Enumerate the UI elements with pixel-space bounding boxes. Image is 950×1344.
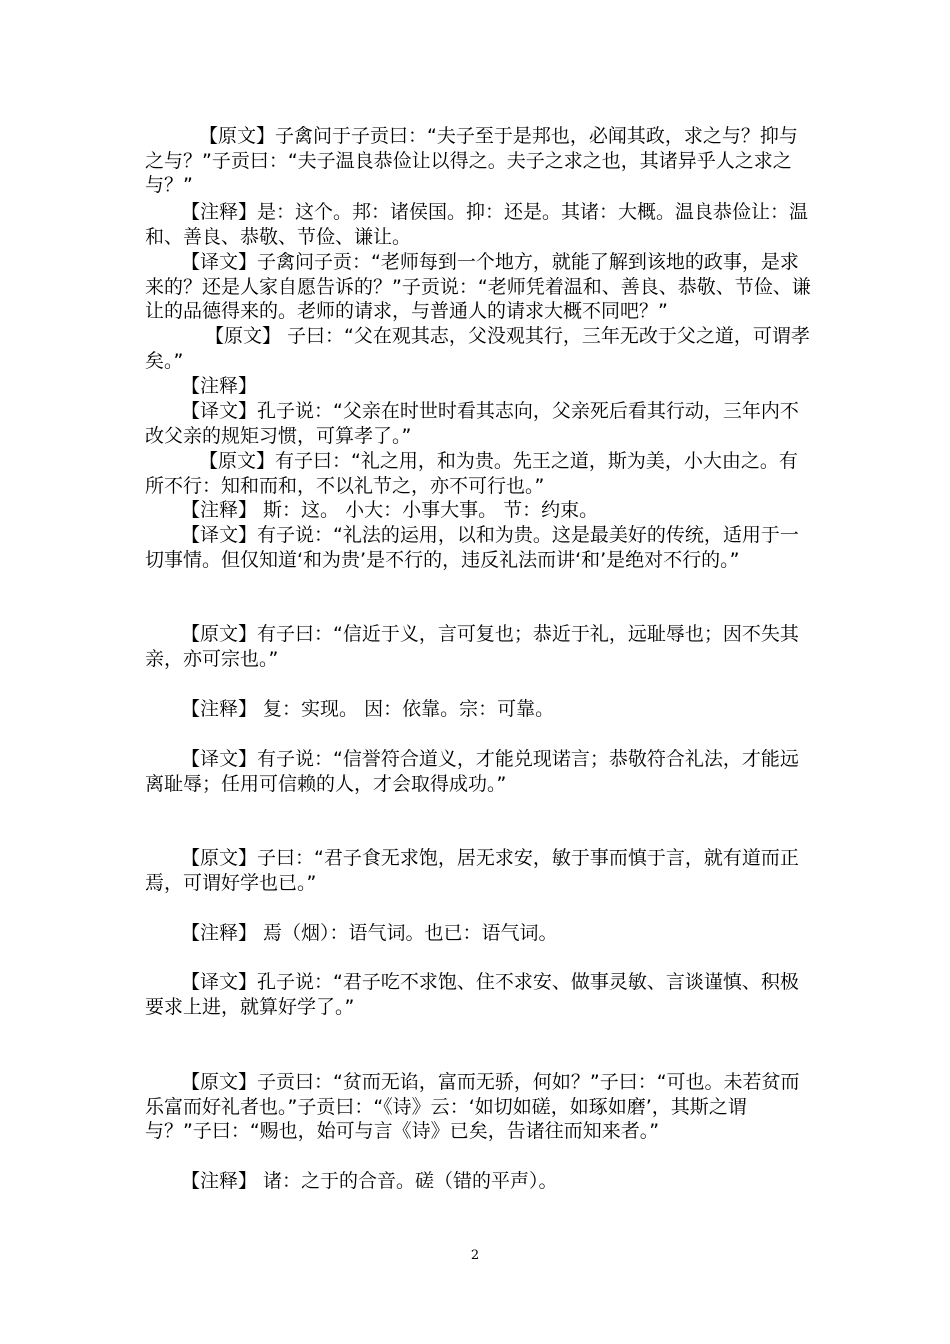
paragraph-notes-5: 【注释】 焉（烟）：语气词。也已：语气词。	[181, 922, 558, 944]
paragraph-notes-6: 【注释】 诸：之于的合音。磋（错的平声）。	[181, 1170, 558, 1192]
paragraph-original-3: 【原文】有子曰：“礼之用，和为贵。先王之道，斯为美，小大由之。有所不行：知和而和，不以礼节之，亦不可行也。”	[145, 450, 798, 497]
paragraph-notes-3: 【注释】 斯：这。 小大：小事大事。 节：约束。	[181, 499, 599, 521]
paragraph-original-5: 【原文】子曰：“君子食无求饱，居无求安，敏于事而慎于言，就有道而正焉，可谓好学也已。”	[145, 847, 799, 894]
paragraph-translation-1: 【译文】子禽问子贡：“老师每到一个地方，就能了解到该地的政事，是求来的？还是人家自愿告诉的？”子贡说：“老师凭着温和、善良、恭敬、节俭、谦让的品德得来的。老师的请求，与普通人的请求大概不同吧？”	[145, 251, 811, 322]
paragraph-original-6: 【原文】子贡曰：“贫而无谄，富而无骄，何如？”子曰：“可也。未若贫而乐富而好礼者也。”子贡曰：“《诗》云：‘如切如磋，如琢如磨’，其斯之谓与？”子曰：“赐也，始可与言《诗》已矣，告诸往而知来者。”	[145, 1071, 800, 1142]
paragraph-notes-1: 【注释】是：这个。邦：诸侯国。抑：还是。其诸：大概。温良恭俭让：温和、善良、恭敬、节俭、谦让。	[145, 201, 809, 248]
paragraph-translation-5: 【译文】孔子说：“君子吃不求饱、住不求安、做事灵敏、言谈谨慎、积极要求上进，就算好学了。”	[145, 971, 799, 1018]
paragraph-translation-3: 【译文】有子说：“礼法的运用，以和为贵。这是最美好的传统，适用于一切事情。但仅知道‘和为贵’是不行的，违反礼法而讲‘和’是绝对不行的。”	[145, 524, 799, 571]
paragraph-translation-4: 【译文】有子说：“信誉符合道义，才能兑现诺言；恭敬符合礼法，才能远离耻辱；任用可信赖的人，才会取得成功。”	[145, 748, 799, 795]
paragraph-translation-2: 【译文】孔子说：“父亲在时世时看其志向，父亲死后看其行动，三年内不改父亲的规矩习惯，可算孝了。”	[145, 400, 799, 447]
page-number: 2	[470, 1248, 480, 1263]
paragraph-notes-2: 【注释】	[181, 375, 258, 397]
paragraph-original-1: 【原文】子禽问于子贡曰：“夫子至于是邦也，必闻其政，求之与？抑与之与？”子贡曰：“夫子温良恭俭让以得之。夫子之求之也，其诸异乎人之求之与？”	[145, 125, 798, 196]
paragraph-original-4: 【原文】有子曰：“信近于义，言可复也；恭近于礼，远耻辱也；因不失其亲，亦可宗也。”	[145, 623, 799, 670]
paragraph-notes-4: 【注释】 复：实现。 因：依靠。宗：可靠。	[181, 698, 555, 720]
paragraph-original-2: 【原文】 子曰：“父在观其志，父没观其行，三年无改于父之道，可谓孝矣。”	[145, 325, 810, 372]
